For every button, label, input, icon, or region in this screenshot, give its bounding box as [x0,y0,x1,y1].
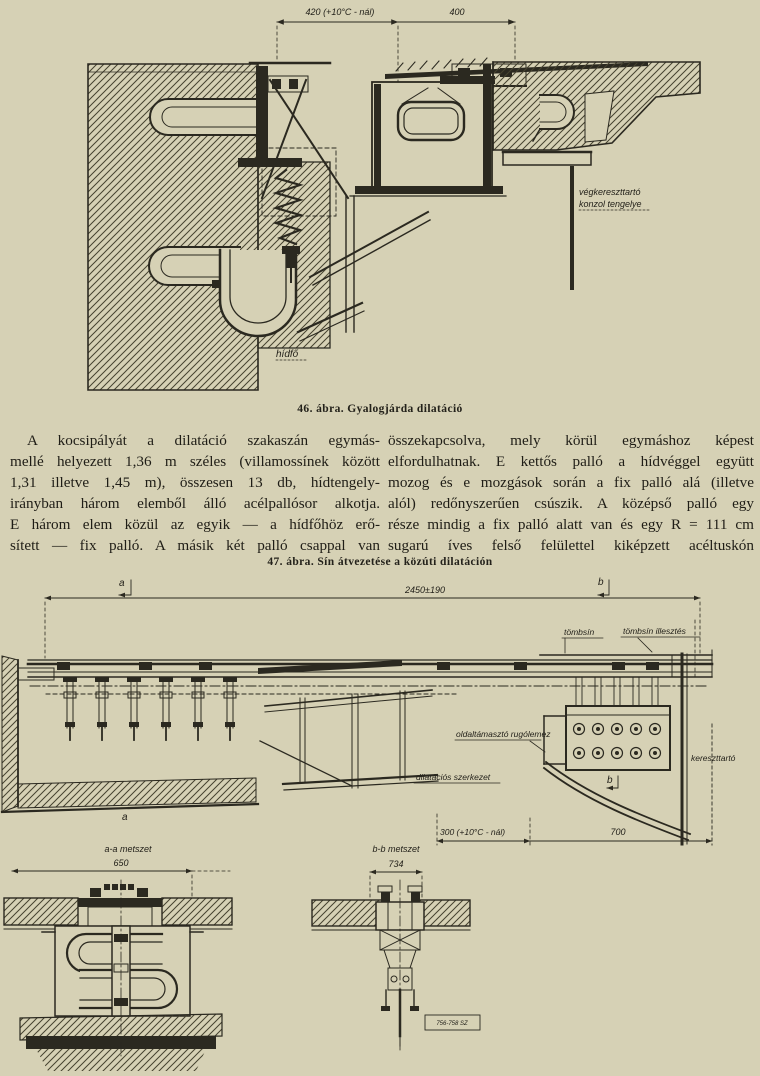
text-line: mellé helyezett 1,36 m széles (villamossínek között [10,453,380,470]
section-aa-title: a-a metszet [104,844,152,854]
text-line: E három elem közül az egyik — a hídfőhöz erő- [10,516,380,533]
fig47-dimensions [45,580,700,658]
fig47-dim-300-label: 300 (+10°C - nál) [440,827,506,837]
fig47-marker-a-bottom: a [122,812,128,823]
drawing-number-stamp: 756-758 SZ [436,1021,468,1027]
text-line: összekapcsolva, mely körül egymáshoz képest [388,432,754,449]
text-line: A kocsipályát a dilatáció szakaszán egymás- [27,432,380,449]
fig46-pedestal [350,64,506,196]
text-line: alól) redőnyszerűen csúszik. A középső palló egy [388,495,754,512]
figure-46-drawing [0,0,760,402]
fig46-dim-400-label: 400 [449,7,465,17]
fig47-marker-b-bottom: b [607,775,613,786]
section-bb-dim-label: 734 [388,859,404,869]
fig46-dim-420-label: 420 (+10°C - nál) [305,7,375,17]
fig47-marker-b-top: b [598,577,604,588]
figure-47-caption: 47. ábra. Sín átvezetése a közúti dilatáción [267,556,493,568]
text-line: irányban három elemből álló acélpallósor alkotja. [10,495,380,512]
fig47-kereszttarto-label: kereszttartó [691,753,736,763]
fig46-hidfo-label: hídfő [276,349,299,360]
body-text-left-column [10,430,380,556]
text-line: sugarú íves felső felülettel kiképzett acéltuskón [388,537,754,554]
fig47-bolt-plate [544,677,690,840]
body-text-right-column [388,430,754,556]
fig46-right-deck [493,62,700,288]
fig47-rugolemez-label: oldaltámasztó rugólemez [456,729,551,739]
fig47-dim-700-label: 700 [610,827,626,837]
fig47-hanger-bolts [63,677,237,740]
text-line: elfordulhatnak. E kettős palló a hídvéggel együtt [388,453,754,470]
text-line: sített — fix palló. A másik két palló csappal van [10,537,380,554]
fig46-konzol-label-line1: végkereszttartó [579,187,641,197]
text-line: része mindig a fix palló alatt van és egy R = 111 cm [388,516,754,533]
fig47-dilatacios-label: dilatációs szerkezet [416,772,491,782]
section-bb-title: b-b metszet [372,844,420,854]
fig47-dilatation-device [258,660,438,790]
figure-46-caption: 46. ábra. Gyalogjárda dilatáció [297,403,463,415]
fig47-dim-total-label: 2450±190 [405,585,445,595]
section-aa-dim-label: 650 [113,858,129,868]
fig47-tombsin-illesztes-label: tömbsín illesztés [623,626,686,636]
fig47-marker-a-top: a [119,578,125,589]
text-line: mozog és e mozgások során a fix palló alá (illetve [388,474,754,491]
section-drawings [0,838,760,1076]
figure-47-drawing [0,576,760,850]
fig47-cross-girder [682,654,712,845]
fig47-tombsin-label: tömbsín [564,627,595,637]
text-line: 1,31 illetve 1,45 m), összesen 13 db, hídtengely- [10,474,380,491]
section-aa-drawing [4,871,232,1071]
fig46-konzol-label-line2: konzol tengelye [579,199,642,209]
